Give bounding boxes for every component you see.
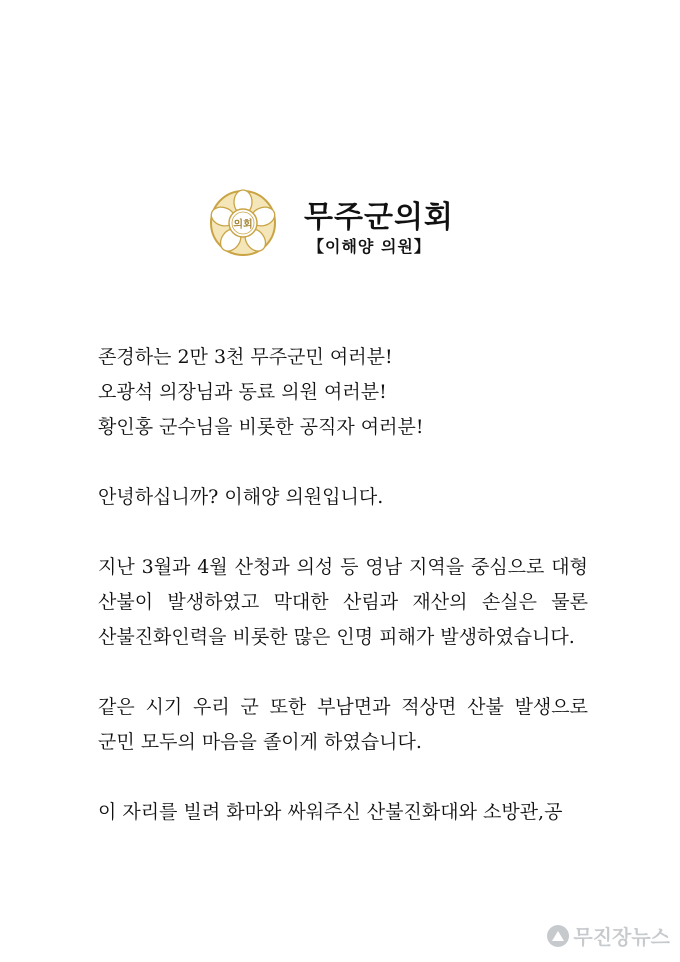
greeting-line-1: 존경하는 2만 3천 무주군민 여러분! [98,346,393,368]
watermark-logo [547,921,670,950]
council-title: 무주군의회 [304,200,454,235]
greeting-line-2: 오광석 의장님과 동료 의원 여러분! [98,381,387,403]
paragraph-local-fire: 같은 시기 우리 군 또한 부남면과 적상면 산불 발생으로 군민 모두의 마음을 졸이게 하였습니다. [98,696,588,753]
emblem-text: 의회 [233,219,253,231]
greeting-line-3: 황인홍 군수님을 비롯한 공직자 여러분! [98,416,424,438]
council-emblem-icon [208,188,278,258]
paragraph-wildfire: 지난 3월과 4월 산청과 의성 등 영남 지역을 중심으로 대형 산불이 발생하였고 막대한 산림과 재산의 손실은 물론 산불진화인력을 비롯한 많은 인명 피해가 발생하였습니다. [98,556,588,648]
speech-body [98,340,588,830]
paragraph-thanks: 이 자리를 빌려 화마와 싸워주신 산불진화대와 소방관,공 [98,801,563,823]
mountain-icon [547,925,569,947]
speech-header [208,188,508,268]
watermark-text: 무진장뉴스 [573,925,670,949]
paragraph-intro: 안녕하십니까? 이해양 의원입니다. [98,486,384,508]
member-name: 【이해양 의원】 [308,237,431,256]
